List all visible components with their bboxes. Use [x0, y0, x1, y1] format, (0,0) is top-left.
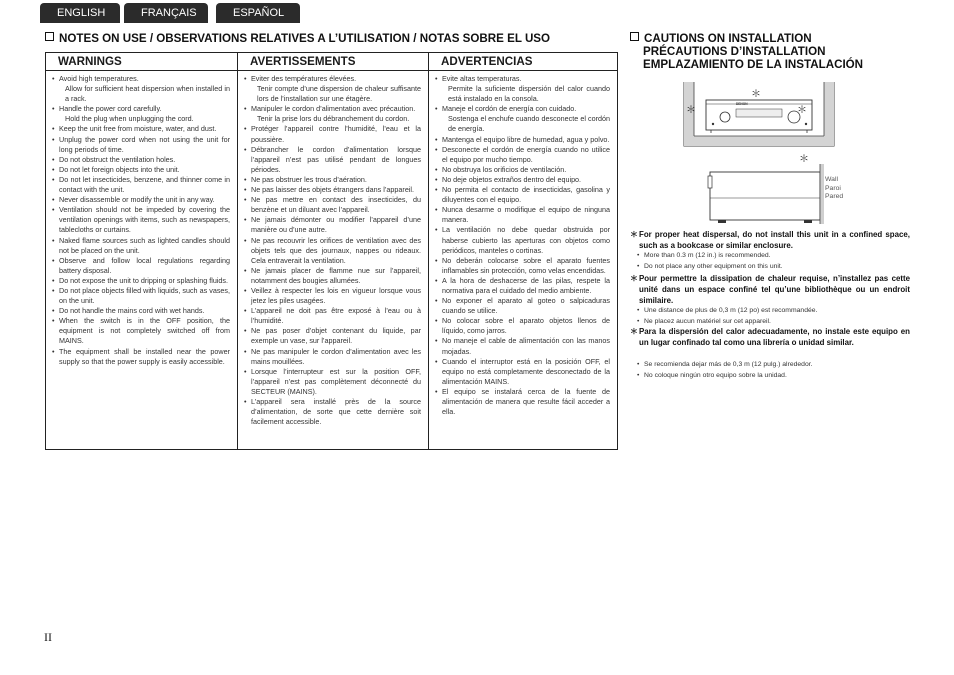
cautions-title-line: PRÉCAUTIONS D’INSTALLATION	[643, 45, 826, 58]
list-item: • Nunca desarme o modifique el equipo de ninguna manera.	[435, 205, 610, 225]
list-item: • Keep the unit free from moisture, water, and dust.	[52, 124, 230, 134]
list-item: • L’appareil ne doit pas être exposé à l’eau ou à l’humidité.	[244, 306, 421, 326]
list-item: • Do not place objects filled with liquids, such as vases, on the unit.	[52, 286, 230, 306]
note-text: Para la dispersión del calor adecuadamente, no instale este equipo en un lugar confinado tal como una librería o unidad similar.	[639, 327, 910, 347]
list-item: • Do not let insecticides, benzene, and thinner come in contact with the unit.	[52, 175, 230, 195]
install-note-fr	[630, 273, 910, 306]
list-item: • Manipuler le cordon d’alimentation avec précaution. Tenir la prise lors du débranchement du cordon.	[244, 104, 421, 124]
column-body	[238, 71, 428, 427]
tab-francais[interactable]: FRANÇAIS	[124, 3, 208, 23]
note-bullet: • Se recomienda dejar más de 0,3 m (12 pulg.) alrededor.	[637, 360, 914, 369]
list-item: • Lorsque l’interrupteur est sur la position OFF, l’appareil n’est pas complètement déconnecté du SECTEUR (MAINS).	[244, 367, 421, 397]
column-body	[429, 71, 617, 417]
list-item: • L’appareil sera installé près de la source d’alimentation, de sorte que cette dernière soit facilement accessible.	[244, 397, 421, 427]
list-item: • Do not expose the unit to dripping or splashing fluids.	[52, 276, 230, 286]
list-item: • No permita el contacto de insecticidas, gasolina y diluyentes con el equipo.	[435, 185, 610, 205]
list-item: • Naked flame sources such as lighted candles should not be placed on the unit.	[52, 236, 230, 256]
list-item: • Do not handle the mains cord with wet hands.	[52, 306, 230, 316]
wall-label-fr: Paroi	[825, 184, 841, 192]
list-item: • Ne pas recouvrir les orifices de ventilation avec des objets tels que des journaux, nappes ou rideaux. Cela entraverait la ventilation.	[244, 236, 421, 266]
list-item: • Ne pas mettre en contact des insecticides, du benzène et un diluant avec l’appareil.	[244, 195, 421, 215]
column-heading: WARNINGS	[46, 53, 237, 71]
list-item: • Veillez à respecter les lois en vigueur lorsque vous jetez les piles usagées.	[244, 286, 421, 306]
note-bullet: • More than 0.3 m (12 in.) is recommended.	[637, 251, 914, 260]
note-text: For proper heat dispersal, do not install this unit in a confined space, such as a bookcase or similar enclosure.	[639, 230, 910, 250]
list-item: • La ventilación no debe quedar obstruida por haberse cubierto las aperturas con objetos como periódicos, manteles o cortinas.	[435, 225, 610, 255]
list-item: • Unplug the power cord when not using the unit for long periods of time.	[52, 135, 230, 155]
notes-table	[45, 52, 618, 450]
note-star-icon: ＊	[630, 230, 638, 239]
list-item: • Avoid high temperatures. Allow for sufficient heat dispersion when installed in a rack.	[52, 74, 230, 104]
clearance-star-icon: ＊	[686, 105, 696, 116]
list-item: • Ne pas poser d’objet contenant du liquide, par exemple un vase, sur l’appareil.	[244, 326, 421, 346]
wall-label-en: Wall	[825, 176, 838, 183]
section-box-icon	[630, 32, 639, 41]
installation-diagram	[670, 80, 850, 230]
note-star-icon: ＊	[630, 274, 638, 283]
list-item: • Desconecte el cordón de energía cuando no utilice el equipo por mucho tiempo.	[435, 145, 610, 165]
page-number: II	[44, 630, 52, 644]
list-item: • Ne jamais démonter ou modifier l’appareil d’une manière ou d’une autre.	[244, 215, 421, 235]
list-item: • Cuando el interruptor está en la posición OFF, el equipo no está completamente desconectado de la alimentación MAINS.	[435, 357, 610, 387]
list-item: • Ne jamais placer de flamme nue sur l’appareil, notamment des bougies allumées.	[244, 266, 421, 286]
cautions-title-line: CAUTIONS ON INSTALLATION	[644, 32, 812, 45]
cautions-title-line: EMPLAZAMIENTO DE LA INSTALACIÓN	[643, 58, 864, 71]
cautions-title	[630, 32, 812, 46]
list-item: • Ne pas laisser des objets étrangers dans l’appareil.	[244, 185, 421, 195]
column-heading: ADVERTENCIAS	[429, 53, 617, 71]
list-item: • Ventilation should not be impeded by covering the ventilation openings with items, such as newspapers, tablecloths or curtains.	[52, 205, 230, 235]
install-note-en	[630, 229, 910, 251]
clearance-star-icon: ＊	[751, 89, 761, 100]
column-warnings	[46, 53, 237, 449]
list-item: • Ne pas obstruer les trous d’aération.	[244, 175, 421, 185]
note-text: Pour permettre la dissipation de chaleur requise, n’installez pas cette unité dans un espace confiné tel qu’une bibliothèque ou un endroit similaire.	[639, 274, 910, 305]
list-item: • No obstruya los orificios de ventilación.	[435, 165, 610, 175]
brand-label: DENON	[736, 102, 748, 106]
column-avertissements	[237, 53, 428, 449]
note-bullet: • Ne placez aucun matériel sur cet appareil.	[637, 317, 914, 326]
note-bullet: • Une distance de plus de 0,3 m (12 po) est recommandée.	[637, 306, 914, 315]
list-item: • Do not obstruct the ventilation holes.	[52, 155, 230, 165]
list-item: • No deje objetos extraños dentro del equipo.	[435, 175, 610, 185]
tab-espanol[interactable]: ESPAÑOL	[216, 3, 300, 23]
list-item: • Evite altas temperaturas. Permite la suficiente dispersión del calor cuando está instalado en la consola.	[435, 74, 610, 104]
column-body	[46, 71, 237, 367]
list-item: • El equipo se instalará cerca de la fuente de alimentación de manera que resulte fácil acceder a ella.	[435, 387, 610, 417]
list-item: • Débrancher le cordon d’alimentation lorsque l’appareil n’est pas utilisé pendant de longues périodes.	[244, 145, 421, 175]
list-item: • Observe and follow local regulations regarding battery disposal.	[52, 256, 230, 276]
list-item: • Do not let foreign objects into the unit.	[52, 165, 230, 175]
list-item: • Mantenga el equipo libre de humedad, agua y polvo.	[435, 135, 610, 145]
list-item: • Maneje el cordón de energía con cuidado. Sostenga el enchufe cuando desconecte el cordón de energía.	[435, 104, 610, 134]
notes-title	[45, 32, 550, 46]
note-bullet: • Do not place any other equipment on this unit.	[637, 262, 914, 271]
list-item: • The equipment shall be installed near the power supply so that the power supply is easily accessible.	[52, 347, 230, 367]
list-item: • Protéger l’appareil contre l’humidité, l’eau et la poussière.	[244, 124, 421, 144]
section-box-icon	[45, 32, 54, 41]
list-item: • No maneje el cable de alimentación con las manos mojadas.	[435, 336, 610, 356]
list-item: • Ne pas manipuler le cordon d’alimentation avec les mains mouillées.	[244, 347, 421, 367]
list-item: • Handle the power cord carefully. Hold the plug when unplugging the cord.	[52, 104, 230, 124]
note-star-icon: ＊	[630, 327, 638, 336]
clearance-star-icon: ＊	[799, 154, 809, 165]
list-item: • Eviter des températures élevées. Tenir compte d’une dispersion de chaleur suffisante lors de l’installation sur une étagère.	[244, 74, 421, 104]
note-bullet: • No coloque ningún otro equipo sobre la unidad.	[637, 371, 914, 380]
wall-side-view	[708, 164, 824, 224]
notes-title-text: NOTES ON USE / OBSERVATIONS RELATIVES A L’UTILISATION / NOTAS SOBRE EL USO	[59, 32, 551, 45]
column-heading: AVERTISSEMENTS	[238, 53, 428, 71]
install-note-es	[630, 326, 910, 348]
list-item: • No colocar sobre el aparato objetos llenos de líquido, como jarros.	[435, 316, 610, 336]
wall-label-es: Pared	[825, 193, 844, 200]
list-item: • Never disassemble or modify the unit in any way.	[52, 195, 230, 205]
column-advertencias	[428, 53, 617, 449]
list-item: • A la hora de deshacerse de las pilas, respete la normativa para el cuidado del medio ambiente.	[435, 276, 610, 296]
list-item: • No exponer el aparato al goteo o salpicaduras cuando se utilice.	[435, 296, 610, 316]
tab-english[interactable]: ENGLISH	[40, 3, 120, 23]
clearance-star-icon: ＊	[797, 105, 807, 116]
list-item: • When the switch is in the OFF position, the equipment is not completely switched off from MAINS.	[52, 316, 230, 346]
list-item: • No deberán colocarse sobre el aparato fuentes inflamables sin protección, como velas encendidas.	[435, 256, 610, 276]
